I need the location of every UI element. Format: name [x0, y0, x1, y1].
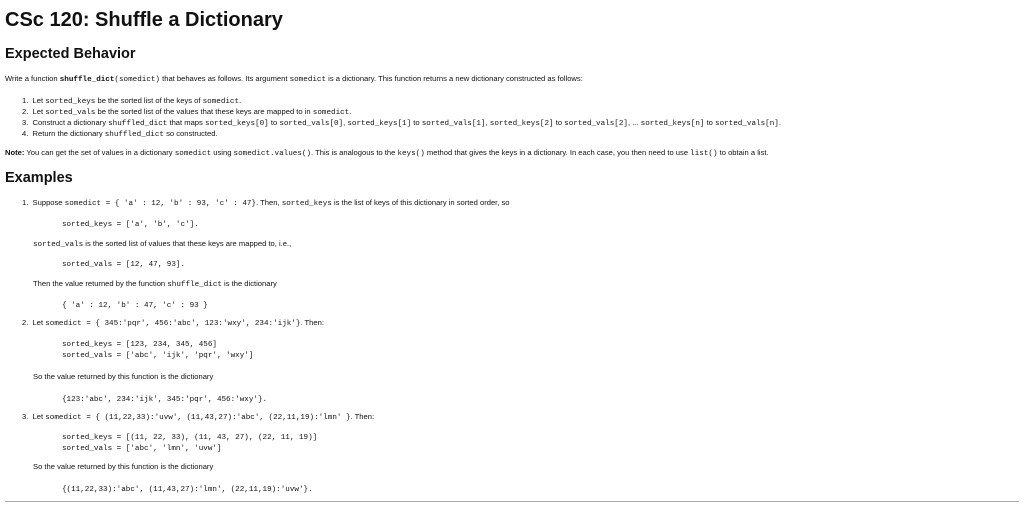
- text-span: to: [411, 118, 422, 127]
- divider: [5, 501, 1019, 502]
- code-span: somedict: [312, 109, 350, 117]
- code-span: sorted_vals = [12, 47, 93].: [62, 261, 186, 269]
- text-span: that maps: [167, 118, 205, 127]
- text-line: [62, 259, 185, 270]
- code-span: (somedict): [114, 76, 160, 84]
- code-span: sorted_keys = [(11, 22, 33), (11, 43, 27), (22, 11, 19)]: [62, 434, 318, 442]
- code-span: sorted_vals[2]: [564, 120, 628, 128]
- code-span: somedict: [202, 98, 240, 106]
- text-span: ,: [343, 118, 348, 127]
- code-span: sorted_keys = ['a', 'b', 'c'].: [62, 221, 199, 229]
- text-span: You can get the set of values in a dictionary: [24, 148, 175, 157]
- text-line: [62, 394, 267, 405]
- code-span: {123:'abc', 234:'ijk', 345:'pqr', 456:'wxy'}.: [62, 396, 268, 404]
- code-span: sorted_vals = ['abc', 'ijk', 'pqr', 'wxy']: [62, 352, 254, 360]
- text-line: [62, 350, 253, 361]
- code-span: somedict: [174, 150, 212, 158]
- text-span: 4. Return the dictionary: [22, 129, 105, 138]
- page-title: CSc 120: Shuffle a Dictionary: [5, 9, 283, 31]
- code-span: sorted_vals = ['abc', 'lmn', 'uvw']: [62, 445, 222, 453]
- text-span: 1. Suppose: [22, 198, 65, 207]
- text-line: [22, 129, 218, 140]
- text-line: [33, 372, 213, 382]
- code-span: sorted_keys[n]: [640, 120, 705, 128]
- code-span: sorted_vals[n]: [715, 120, 779, 128]
- text-line: [62, 443, 222, 454]
- text-span: using: [211, 148, 234, 157]
- code-span: sorted_vals: [33, 241, 84, 249]
- text-line: [62, 339, 217, 350]
- text-span: .: [778, 118, 781, 127]
- text-span: to obtain a list.: [717, 148, 769, 157]
- text-line: [62, 484, 313, 495]
- text-span: 2. Let: [22, 318, 46, 327]
- code-span: somedict = { 345:'pqr', 456:'abc', 123:'wxy', 234:'ijk'}: [45, 320, 301, 328]
- text-span: Then the value returned by the function: [33, 279, 168, 288]
- text-span: ,: [485, 118, 490, 127]
- text-span: 1. Let: [22, 96, 46, 105]
- code-span: keys(): [397, 150, 425, 158]
- text-span: . Then:: [300, 318, 324, 327]
- text-span: is the list of keys of this dictionary in sorted order, so: [331, 198, 510, 207]
- text-span: , ...: [627, 118, 641, 127]
- text-span: . This is analogous to the: [311, 148, 398, 157]
- text-span: to: [704, 118, 716, 127]
- text-span: be the sorted list of the keys of: [95, 96, 203, 105]
- code-span: sorted_vals[0]: [279, 120, 344, 128]
- code-span: list(): [690, 150, 718, 158]
- text-line: [33, 279, 277, 290]
- code-span: sorted_vals: [45, 109, 96, 117]
- code-span: {(11,22,33):'abc', (11,43,27):'lmn', (22,11,19):'uvw'}.: [62, 486, 313, 494]
- code-span: somedict = { (11,22,33):'uvw', (11,43,27):'abc', (22,11,19):'lmn' }: [45, 414, 351, 422]
- text-line: [33, 462, 213, 472]
- text-line: [22, 96, 241, 107]
- code-span: sorted_keys: [45, 98, 96, 106]
- text-line: [62, 432, 317, 443]
- text-span: to: [553, 118, 565, 127]
- text-span: 3. Let: [22, 412, 46, 421]
- code-span: { 'a' : 12, 'b' : 47, 'c' : 93 }: [62, 302, 208, 310]
- text-span: to: [268, 118, 280, 127]
- code-span: somedict = { 'a' : 12, 'b' : 93, 'c' : 47}: [64, 200, 257, 208]
- text-span: 3. Construct a dictionary: [22, 118, 109, 127]
- text-span: is the sorted list of values that these keys are mapped to, i.e.,: [83, 239, 292, 248]
- code-span: sorted_keys[2]: [489, 120, 554, 128]
- code-span: somedict.values(): [233, 150, 312, 158]
- section-heading-expected-behavior: Expected Behavior: [5, 46, 136, 62]
- text-span: method that gives the keys in a dictionary. In each case, you then need to use: [424, 148, 691, 157]
- text-line: [62, 300, 208, 311]
- code-span: somedict: [289, 76, 327, 84]
- text-line: [33, 239, 291, 250]
- text-span: . Then:: [350, 412, 375, 421]
- text-span: So the value returned by this function is the dictionary: [33, 372, 214, 381]
- text-line: [22, 198, 510, 209]
- text-span: Write a function: [5, 74, 60, 83]
- text-span: Note:: [5, 148, 25, 157]
- text-span: be the sorted list of the values that these keys are mapped to in: [95, 107, 313, 116]
- code-span: shuffled_dict: [108, 120, 168, 128]
- text-span: .: [349, 107, 352, 116]
- text-line: [5, 74, 583, 85]
- text-line: [22, 412, 374, 423]
- code-span: sorted_keys[0]: [204, 120, 269, 128]
- text-span: So the value returned by this function is the dictionary: [33, 462, 214, 471]
- code-span: sorted_keys = [123, 234, 345, 456]: [62, 341, 217, 349]
- text-span: is a dictionary. This function returns a new dictionary constructed as follows:: [326, 74, 583, 83]
- code-span: sorted_vals[1]: [421, 120, 486, 128]
- code-span: shuffled_dict: [104, 131, 164, 139]
- text-span: is the dictionary: [221, 279, 277, 288]
- text-line: [22, 118, 781, 129]
- code-span: shuffle_dict: [59, 76, 115, 84]
- code-span: sorted_keys: [281, 200, 332, 208]
- text-line: [22, 318, 324, 329]
- code-span: sorted_keys[1]: [347, 120, 412, 128]
- text-span: . Then,: [256, 198, 282, 207]
- text-span: .: [239, 96, 242, 105]
- code-span: shuffle_dict: [167, 281, 222, 289]
- text-span: so constructed.: [163, 129, 218, 138]
- text-line: [62, 219, 199, 230]
- text-span: 2. Let: [22, 107, 46, 116]
- text-line: [5, 148, 769, 159]
- text-line: [22, 107, 351, 118]
- section-heading-examples: Examples: [5, 170, 73, 186]
- text-span: that behaves as follows. Its argument: [160, 74, 290, 83]
